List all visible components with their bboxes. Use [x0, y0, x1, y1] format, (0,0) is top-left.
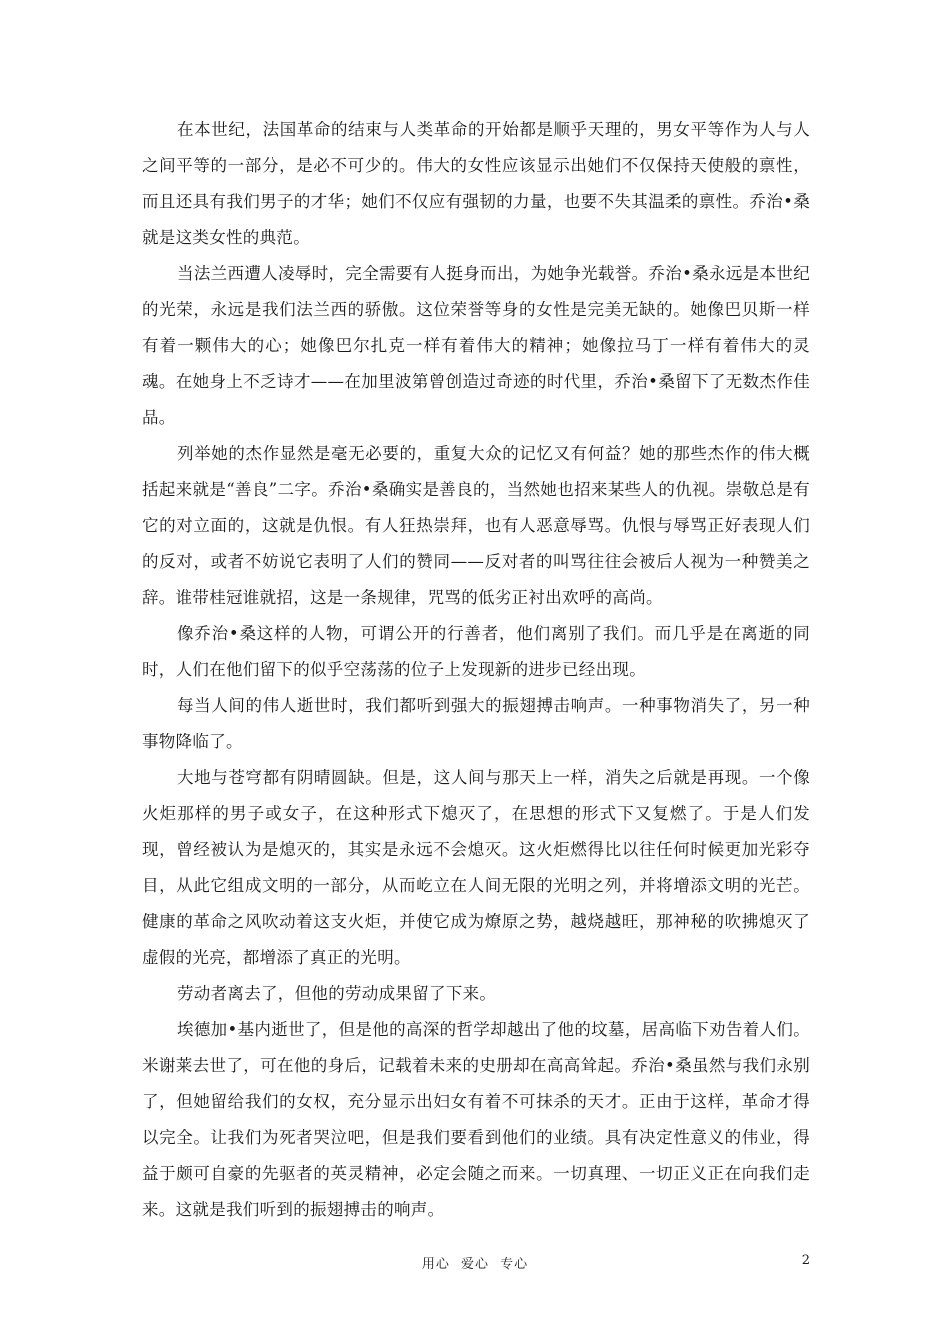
- paragraph-5: 每当人间的伟人逝世时，我们都听到强大的振翅搏击响声。一种事物消失了，另一种事物降临了。: [142, 696, 810, 751]
- document-body: [142, 112, 810, 1228]
- footer-slogan: 用心 爱心 专心: [421, 1257, 529, 1272]
- paragraph-8: 埃德加•基内逝世了，但是他的高深的哲学却越出了他的坟墓，居高临下劝告着人们。米谢莱去世了，可在他的身后，记载着未来的史册却在高高耸起。乔治•桑虽然与我们永别了，但她留给我们的女权，充分显示出妇女有着不可抹杀的天才。正由于这样，革命才得以完全。让我们为死者哭泣吧，但是我们要看到他们的业绩。具有决定性意义的伟业，得益于颇可自豪的先驱者的英灵精神，必定会随之而来。一切真理、一切正义正在向我们走来。这就是我们听到的振翅搏击的响声。: [142, 1020, 810, 1219]
- paragraph-3: 列举她的杰作显然是毫无必要的，重复大众的记忆又有何益？她的那些杰作的伟大概括起来就是“善良”二字。乔治•桑确实是善良的，当然她也招来某些人的仇视。崇敬总是有它的对立面的，这就是仇恨。有人狂热崇拜，也有人恶意辱骂。仇恨与辱骂正好表现人们的反对，或者不妨说它表明了人们的赞同——反对者的叫骂往往会被后人视为一种赞美之辞。谁带桂冠谁就招，这是一条规律，咒骂的低劣正衬出欢呼的高尚。: [142, 444, 810, 607]
- page-number: 2: [801, 1253, 810, 1268]
- paragraph-1: 在本世纪，法国革命的结束与人类革命的开始都是顺乎天理的，男女平等作为人与人之间平等的一部分，是必不可少的。伟大的女性应该显示出她们不仅保持天使般的禀性，而且还具有我们男子的才华；她们不仅应有强韧的力量，也要不失其温柔的禀性。乔治•桑就是这类女性的典范。: [142, 120, 810, 247]
- paragraph-4: 像乔治•桑这样的人物，可谓公开的行善者，他们离别了我们。而几乎是在离逝的同时，人们在他们留下的似乎空荡荡的位子上发现新的进步已经出现。: [142, 624, 810, 679]
- paragraph-7: 劳动者离去了，但他的劳动成果留了下来。: [177, 984, 497, 1003]
- paragraph-6: 大地与苍穹都有阴晴圆缺。但是，这人间与那天上一样，消失之后就是再现。一个像火炬那样的男子或女子，在这种形式下熄灭了，在思想的形式下又复燃了。于是人们发现，曾经被认为是熄灭的，其实是永远不会熄灭。这火炬燃得比以往任何时候更加光彩夺目，从此它组成文明的一部分，从而屹立在人间无限的光明之列，并将增添文明的光芒。健康的革命之风吹动着这支火炬，并使它成为燎原之势，越烧越旺，那神秘的吹拂熄灭了虚假的光亮，都增添了真正的光明。: [142, 768, 810, 967]
- paragraph-2: 当法兰西遭人凌辱时，完全需要有人挺身而出，为她争光载誉。乔治•桑永远是本世纪的光荣，永远是我们法兰西的骄傲。这位荣誉等身的女性是完美无缺的。她像巴贝斯一样有着一颗伟大的心；她像巴尔扎克一样有着伟大的精神；她像拉马丁一样有着伟大的灵魂。在她身上不乏诗才——在加里波第曾创造过奇迹的时代里，乔治•桑留下了无数杰作佳品。: [142, 264, 810, 427]
